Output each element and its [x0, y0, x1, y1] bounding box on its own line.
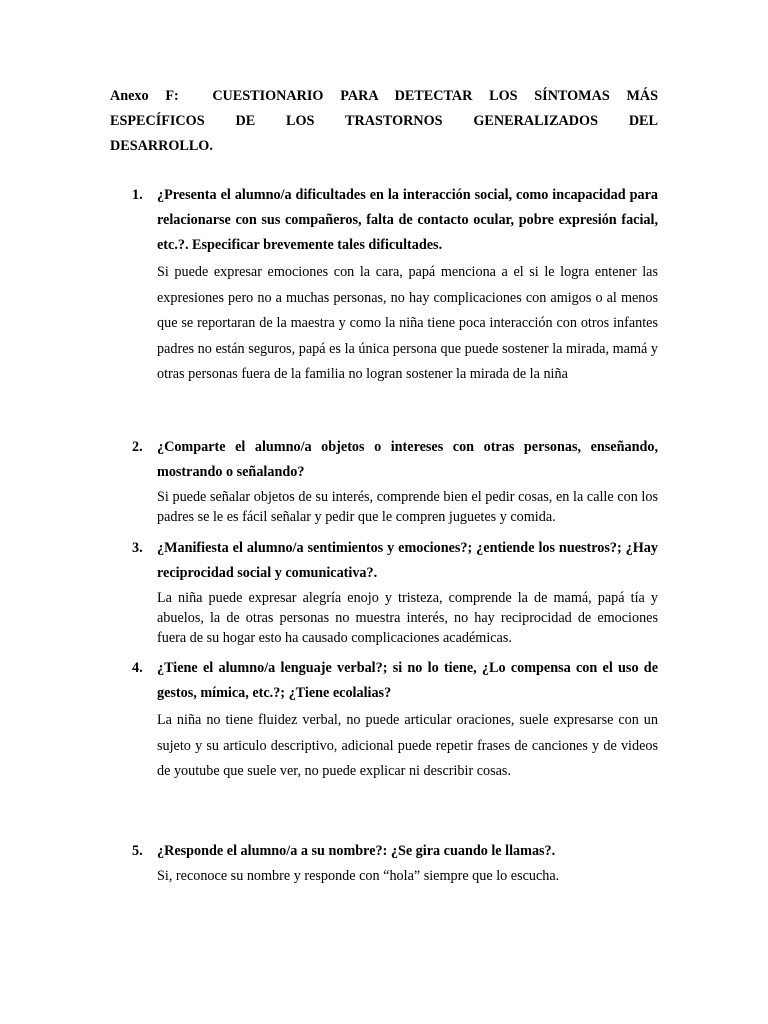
- title-line-3: DESARROLLO.: [110, 138, 213, 154]
- title-line-2: ESPECÍFICOS DE LOS TRASTORNOS GENERALIZADOS DEL: [110, 113, 658, 129]
- question-number: 1.: [132, 187, 143, 203]
- question-item-3: [110, 536, 658, 648]
- question-item-4: [110, 656, 658, 785]
- question-text: ¿Manifiesta el alumno/a sentimientos y emociones?; ¿entiende los nuestros?; ¿Hay reciprocidad social y comunicativa?.: [157, 540, 658, 581]
- question-number: 4.: [132, 660, 143, 676]
- question-text: ¿Responde el alumno/a a su nombre?: ¿Se gira cuando le llamas?.: [157, 843, 556, 859]
- question-item-2: [110, 435, 658, 527]
- question-text: ¿Tiene el alumno/a lenguaje verbal?; si no lo tiene, ¿Lo compensa con el uso de gestos, mímica, etc.?; ¿Tiene ecolalias?: [157, 660, 658, 701]
- question-text: ¿Comparte el alumno/a objetos o intereses con otras personas, enseñando, mostrando o señalando?: [157, 439, 658, 480]
- answer-text: La niña no tiene fluidez verbal, no puede articular oraciones, suele expresarse con un sujeto y su articulo descriptivo, adicional puede repetir frases de canciones y de videos de youtube que suele ver, no puede explicar ni describir cosas.: [157, 712, 658, 779]
- question-item-5: [110, 839, 658, 886]
- question-item-1: [110, 183, 658, 388]
- answer-text: Si, reconoce su nombre y responde con “hola” siempre que lo escucha.: [157, 868, 560, 884]
- answer-text: Si puede señalar objetos de su interés, comprende bien el pedir cosas, en la calle con los padres se le es fácil señalar y pedir que le compren juguetes y comida.: [157, 489, 658, 525]
- question-text: ¿Presenta el alumno/a dificultades en la interacción social, como incapacidad para relacionarse con sus compañeros, falta de contacto ocular, pobre expresión facial, etc.?. Especificar brevemente tales dificultades.: [157, 187, 658, 253]
- title-line-1: Anexo F: CUESTIONARIO PARA DETECTAR LOS SÍNTOMAS MÁS: [110, 88, 658, 104]
- answer-text: La niña puede expresar alegría enojo y tristeza, comprende la de mamá, papá tía y abuelos, la de otras personas no muestra interés, no hay reciprocidad de emociones fuera de su hogar esto ha causado complicaciones académicas.: [157, 590, 658, 646]
- question-number: 5.: [132, 843, 143, 859]
- answer-text: Si puede expresar emociones con la cara, papá menciona a el si le logra entener las expresiones pero no a muchas personas, no hay complicaciones con amigos o al menos que se reportaran de la maestra y como la niña tiene poca interacción con otros infantes padres no están seguros, papá es la única persona que puede sostener la mirada, mamá y otras personas fuera de la familia no logran sostener la mirada de la niña: [157, 264, 658, 382]
- question-number: 3.: [132, 540, 143, 556]
- document-title: [110, 84, 658, 159]
- question-number: 2.: [132, 439, 143, 455]
